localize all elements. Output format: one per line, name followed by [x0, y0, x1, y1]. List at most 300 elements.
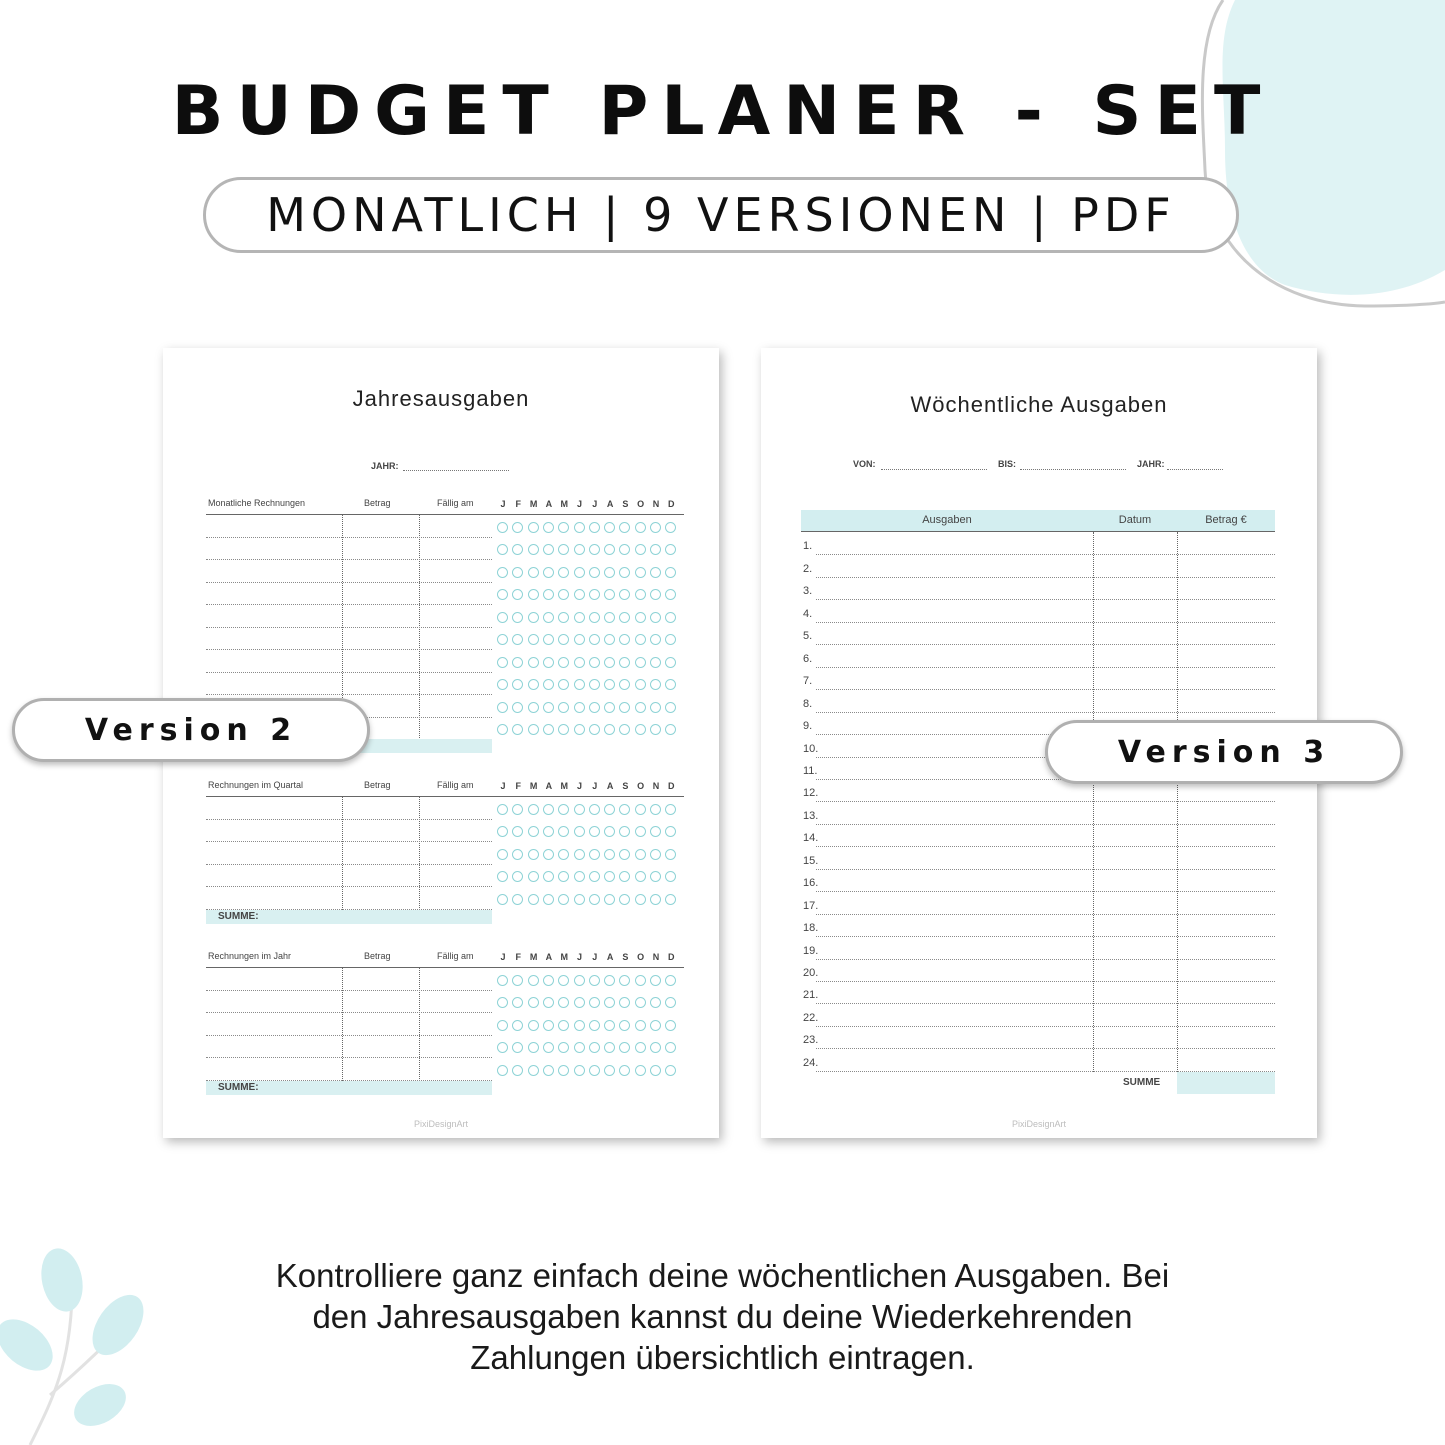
month-check-circle: [574, 702, 585, 713]
month-check-circle: [512, 849, 523, 860]
month-check-circle: [604, 1065, 615, 1076]
row-number: 5.: [803, 630, 813, 643]
month-check-circle: [497, 826, 508, 837]
month-label: A: [545, 952, 553, 962]
month-label: N: [652, 499, 660, 509]
col-header-ausgaben: Ausgaben: [922, 514, 972, 526]
month-check-circle: [574, 826, 585, 837]
month-check-circle: [665, 871, 676, 882]
row-number: 14.: [803, 832, 819, 845]
month-label: F: [515, 499, 522, 509]
month-check-circle: [619, 1042, 630, 1053]
month-label: J: [500, 952, 506, 962]
month-check-circle: [574, 997, 585, 1008]
month-label: J: [576, 781, 582, 791]
month-label: A: [606, 781, 614, 791]
month-check-circle: [512, 634, 523, 645]
month-check-circle: [635, 612, 646, 623]
row-number: 2.: [803, 562, 813, 575]
month-check-circle: [528, 657, 539, 668]
month-check-circle: [635, 894, 646, 905]
section-row-line: [206, 672, 492, 673]
row-line: [816, 981, 1275, 982]
month-check-circle: [635, 804, 646, 815]
month-check-circle: [619, 589, 630, 600]
month-label: J: [592, 781, 598, 791]
month-check-circle: [528, 679, 539, 690]
month-check-circle: [558, 544, 569, 555]
month-check-circle: [558, 997, 569, 1008]
month-check-circle: [558, 1020, 569, 1031]
row-line: [816, 622, 1275, 623]
month-check-circle: [650, 544, 661, 555]
section-header-faellig: Fällig am: [437, 951, 474, 961]
month-check-circle: [665, 522, 676, 533]
month-check-circle: [543, 634, 554, 645]
month-check-circle: [665, 612, 676, 623]
month-check-circle: [497, 804, 508, 815]
version-3-label: Version 3: [1117, 734, 1331, 770]
row-line: [816, 577, 1275, 578]
month-label: M: [529, 952, 538, 962]
month-check-circle: [650, 657, 661, 668]
month-check-circle: [558, 804, 569, 815]
month-check-circle: [574, 1020, 585, 1031]
month-check-circle: [604, 804, 615, 815]
month-check-circle: [619, 612, 630, 623]
col-divider: [342, 968, 343, 1081]
month-check-circle: [589, 544, 600, 555]
month-check-circle: [543, 567, 554, 578]
row-line: [816, 936, 1275, 937]
month-check-circle: [589, 871, 600, 882]
brand-watermark: PixiDesignArt: [413, 1119, 469, 1129]
row-line: [816, 869, 1275, 870]
month-check-circle: [528, 589, 539, 600]
month-check-circle: [574, 975, 585, 986]
month-label: M: [560, 781, 568, 791]
section-row-line: [206, 1012, 492, 1013]
month-check-circle: [650, 1065, 661, 1076]
row-number: 24.: [803, 1056, 819, 1069]
month-check-circle: [604, 702, 615, 713]
month-check-circle: [665, 657, 676, 668]
month-check-circle: [574, 1065, 585, 1076]
month-check-circle: [512, 997, 523, 1008]
month-check-circle: [650, 612, 661, 623]
section-row-line: [206, 886, 492, 887]
month-check-circle: [528, 975, 539, 986]
month-check-circle: [619, 804, 630, 815]
year-blank: [403, 470, 509, 471]
month-check-circle: [619, 679, 630, 690]
month-check-circle: [635, 997, 646, 1008]
month-check-circle: [650, 894, 661, 905]
month-check-circle: [497, 702, 508, 713]
month-check-circle: [604, 567, 615, 578]
month-check-circle: [589, 679, 600, 690]
month-check-circle: [497, 894, 508, 905]
bis-blank: [1020, 469, 1126, 470]
month-check-circle: [558, 679, 569, 690]
month-check-circle: [635, 849, 646, 860]
row-number: 19.: [803, 944, 819, 957]
month-check-circle: [574, 567, 585, 578]
month-check-circle: [619, 997, 630, 1008]
month-check-circle: [619, 522, 630, 533]
month-check-circle: [665, 1065, 676, 1076]
month-label: J: [500, 781, 506, 791]
month-label: S: [622, 781, 629, 791]
month-label: D: [668, 781, 675, 791]
month-check-circle: [650, 724, 661, 735]
row-number: 21.: [803, 989, 819, 1002]
section-row-line: [206, 819, 492, 820]
month-check-circle: [665, 724, 676, 735]
version-2-badge: [12, 698, 370, 762]
month-check-circle: [589, 567, 600, 578]
month-check-circle: [604, 975, 615, 986]
month-check-circle: [512, 679, 523, 690]
month-check-circle: [528, 522, 539, 533]
section-row-line: [206, 1035, 492, 1036]
month-check-circle: [558, 657, 569, 668]
row-number: 17.: [803, 899, 819, 912]
month-check-circle: [589, 1042, 600, 1053]
section-header-name: Monatliche Rechnungen: [208, 498, 306, 508]
month-check-circle: [512, 724, 523, 735]
row-line: [816, 644, 1275, 645]
month-check-circle: [635, 522, 646, 533]
month-check-circle: [558, 975, 569, 986]
month-check-circle: [558, 871, 569, 882]
month-check-circle: [604, 1020, 615, 1031]
month-check-circle: [497, 567, 508, 578]
month-check-circle: [558, 724, 569, 735]
month-check-circle: [512, 871, 523, 882]
subtitle-text: MONATLICH | 9 VERSIONEN | PDF: [266, 188, 1176, 242]
month-check-circle: [635, 702, 646, 713]
row-line: [816, 667, 1275, 668]
decorative-blob-shape: [1195, 0, 1445, 310]
month-check-circle: [619, 634, 630, 645]
month-check-circle: [528, 997, 539, 1008]
section-header-betrag: Betrag: [364, 780, 391, 790]
section-header-underline: [206, 796, 684, 797]
month-check-circle: [635, 1020, 646, 1031]
month-check-circle: [619, 1020, 630, 1031]
month-check-circle: [650, 702, 661, 713]
month-check-circle: [574, 634, 585, 645]
month-check-circle: [635, 826, 646, 837]
row-number: 18.: [803, 922, 819, 935]
month-check-circle: [512, 702, 523, 713]
month-check-circle: [619, 567, 630, 578]
month-check-circle: [604, 826, 615, 837]
month-check-circle: [574, 871, 585, 882]
month-check-circle: [604, 612, 615, 623]
month-check-circle: [512, 1042, 523, 1053]
month-label: N: [652, 781, 660, 791]
row-number: 8.: [803, 697, 813, 710]
section-row-line: [206, 990, 492, 991]
month-check-circle: [558, 522, 569, 533]
month-check-circle: [650, 1020, 661, 1031]
month-label: A: [606, 952, 614, 962]
month-check-circle: [512, 1020, 523, 1031]
month-check-circle: [543, 702, 554, 713]
caption-line-1: Kontrolliere ganz einfach deine wöchentlichen Ausgaben. Bei: [275, 1257, 1170, 1294]
row-number: 9.: [803, 720, 813, 733]
month-check-circle: [604, 724, 615, 735]
month-check-circle: [619, 975, 630, 986]
month-check-circle: [574, 522, 585, 533]
jahr-label: JAHR:: [1137, 459, 1165, 469]
month-check-circle: [497, 724, 508, 735]
col-divider: [419, 515, 420, 740]
month-label: D: [668, 499, 675, 509]
month-check-circle: [528, 804, 539, 815]
month-check-circle: [589, 826, 600, 837]
month-label: D: [668, 952, 675, 962]
month-check-circle: [543, 975, 554, 986]
month-check-circle: [589, 702, 600, 713]
month-check-circle: [665, 894, 676, 905]
section-row-line: [206, 604, 492, 605]
month-check-circle: [589, 1020, 600, 1031]
month-check-circle: [665, 997, 676, 1008]
month-check-circle: [497, 849, 508, 860]
month-label: F: [515, 952, 522, 962]
month-check-circle: [574, 804, 585, 815]
month-label: S: [622, 952, 629, 962]
month-check-circle: [497, 1065, 508, 1076]
month-check-circle: [558, 702, 569, 713]
month-check-circle: [512, 826, 523, 837]
month-check-circle: [665, 634, 676, 645]
month-label: F: [515, 781, 522, 791]
section-row-line: [206, 649, 492, 650]
month-check-circle: [574, 612, 585, 623]
month-check-circle: [497, 679, 508, 690]
month-check-circle: [635, 679, 646, 690]
month-check-circle: [543, 871, 554, 882]
month-label: A: [545, 499, 553, 509]
month-check-circle: [497, 1020, 508, 1031]
month-check-circle: [543, 804, 554, 815]
month-check-circle: [512, 657, 523, 668]
month-check-circle: [635, 1065, 646, 1076]
version-3-badge: [1045, 720, 1403, 784]
month-check-circle: [543, 679, 554, 690]
jahr-blank: [1167, 469, 1223, 470]
month-check-circle: [497, 544, 508, 555]
row-line: [816, 1026, 1275, 1027]
month-check-circle: [543, 894, 554, 905]
month-check-circle: [619, 894, 630, 905]
month-check-circle: [558, 567, 569, 578]
month-check-circle: [589, 634, 600, 645]
month-check-circle: [574, 1042, 585, 1053]
section-header-name: Rechnungen im Jahr: [208, 951, 292, 961]
month-check-circle: [558, 826, 569, 837]
sheet-title-woechentliche: Wöchentliche Ausgaben: [910, 392, 1168, 417]
month-check-circle: [543, 1065, 554, 1076]
month-check-circle: [604, 657, 615, 668]
month-label: M: [529, 499, 538, 509]
section-header-underline: [206, 967, 684, 968]
month-check-circle: [665, 1020, 676, 1031]
month-check-circle: [619, 849, 630, 860]
month-check-circle: [589, 1065, 600, 1076]
row-number: 20.: [803, 967, 819, 979]
month-check-circle: [589, 612, 600, 623]
month-label: M: [560, 952, 568, 962]
month-label: S: [622, 499, 629, 509]
month-check-circle: [543, 849, 554, 860]
month-check-circle: [528, 1020, 539, 1031]
row-number: 7.: [803, 675, 813, 688]
month-check-circle: [604, 1042, 615, 1053]
month-check-circle: [589, 589, 600, 600]
month-check-circle: [650, 997, 661, 1008]
month-check-circle: [528, 849, 539, 860]
month-check-circle: [589, 724, 600, 735]
month-check-circle: [619, 724, 630, 735]
row-line: [816, 1048, 1275, 1049]
row-number: 22.: [803, 1011, 819, 1024]
month-check-circle: [558, 612, 569, 623]
caption-line-3: Zahlungen übersichtlich eintragen.: [470, 1339, 975, 1376]
month-check-circle: [650, 567, 661, 578]
month-label: A: [606, 499, 614, 509]
row-line: [816, 914, 1275, 915]
month-check-circle: [650, 975, 661, 986]
month-check-circle: [512, 522, 523, 533]
month-check-circle: [589, 975, 600, 986]
month-check-circle: [497, 612, 508, 623]
section-row-line: [206, 627, 492, 628]
month-check-circle: [665, 567, 676, 578]
month-check-circle: [619, 702, 630, 713]
section-header-name: Rechnungen im Quartal: [208, 780, 304, 790]
month-check-circle: [635, 544, 646, 555]
month-label: J: [576, 499, 582, 509]
month-label: A: [545, 781, 553, 791]
month-label: J: [500, 499, 506, 509]
month-check-circle: [635, 724, 646, 735]
row-number: 13.: [803, 809, 819, 822]
summe-label: SUMME:: [218, 1082, 259, 1093]
row-line: [816, 599, 1275, 600]
month-check-circle: [574, 544, 585, 555]
subtitle-pill: [203, 177, 1239, 253]
month-check-circle: [574, 724, 585, 735]
month-check-circle: [650, 634, 661, 645]
section-row-line: [206, 559, 492, 560]
col-divider: [419, 968, 420, 1081]
month-check-circle: [497, 522, 508, 533]
month-check-circle: [512, 612, 523, 623]
month-check-circle: [528, 612, 539, 623]
month-check-circle: [589, 894, 600, 905]
month-check-circle: [543, 1020, 554, 1031]
month-check-circle: [604, 544, 615, 555]
sheet-title-jahresausgaben: Jahresausgaben: [352, 386, 530, 411]
month-check-circle: [512, 589, 523, 600]
month-check-circle: [574, 679, 585, 690]
month-check-circle: [558, 634, 569, 645]
row-number: 16.: [803, 877, 819, 890]
month-check-circle: [497, 634, 508, 645]
section-header-betrag: Betrag: [364, 951, 391, 961]
bis-label: BIS:: [998, 459, 1016, 469]
month-check-circle: [528, 702, 539, 713]
month-check-circle: [497, 871, 508, 882]
month-check-circle: [512, 804, 523, 815]
month-check-circle: [528, 544, 539, 555]
month-check-circle: [528, 634, 539, 645]
month-check-circle: [528, 567, 539, 578]
month-check-circle: [665, 849, 676, 860]
page-title: BUDGET PLANER - SET: [171, 72, 1274, 151]
section-row-line: [206, 582, 492, 583]
month-check-circle: [619, 871, 630, 882]
von-label: VON:: [853, 459, 876, 469]
month-label: J: [592, 499, 598, 509]
row-line: [816, 959, 1275, 960]
month-check-circle: [619, 544, 630, 555]
month-check-circle: [543, 612, 554, 623]
section-row-line: [206, 537, 492, 538]
month-check-circle: [635, 871, 646, 882]
month-check-circle: [635, 657, 646, 668]
month-check-circle: [604, 894, 615, 905]
section-header-faellig: Fällig am: [437, 780, 474, 790]
section-row-line: [206, 841, 492, 842]
month-check-circle: [635, 1042, 646, 1053]
month-check-circle: [589, 849, 600, 860]
year-label: JAHR:: [371, 461, 399, 471]
summe-label: SUMME:: [218, 911, 259, 922]
month-check-circle: [558, 589, 569, 600]
row-number: 10.: [803, 742, 819, 755]
month-check-circle: [528, 871, 539, 882]
col-header-datum: Datum: [1118, 514, 1152, 526]
row-line: [816, 712, 1275, 713]
col-divider: [419, 797, 420, 910]
month-check-circle: [574, 849, 585, 860]
month-check-circle: [650, 871, 661, 882]
month-check-circle: [589, 997, 600, 1008]
section-row-line: [206, 694, 492, 695]
month-check-circle: [512, 567, 523, 578]
caption-text: [150, 1255, 1295, 1378]
decorative-leaves-icon: [0, 1245, 160, 1445]
month-check-circle: [604, 849, 615, 860]
month-check-circle: [543, 522, 554, 533]
month-check-circle: [650, 522, 661, 533]
month-check-circle: [635, 634, 646, 645]
month-label: O: [637, 952, 645, 962]
month-check-circle: [574, 589, 585, 600]
brand-watermark: PixiDesignArt: [1011, 1119, 1067, 1129]
month-check-circle: [574, 894, 585, 905]
month-check-circle: [497, 1042, 508, 1053]
month-check-circle: [558, 894, 569, 905]
month-check-circle: [543, 657, 554, 668]
month-label: J: [592, 952, 598, 962]
